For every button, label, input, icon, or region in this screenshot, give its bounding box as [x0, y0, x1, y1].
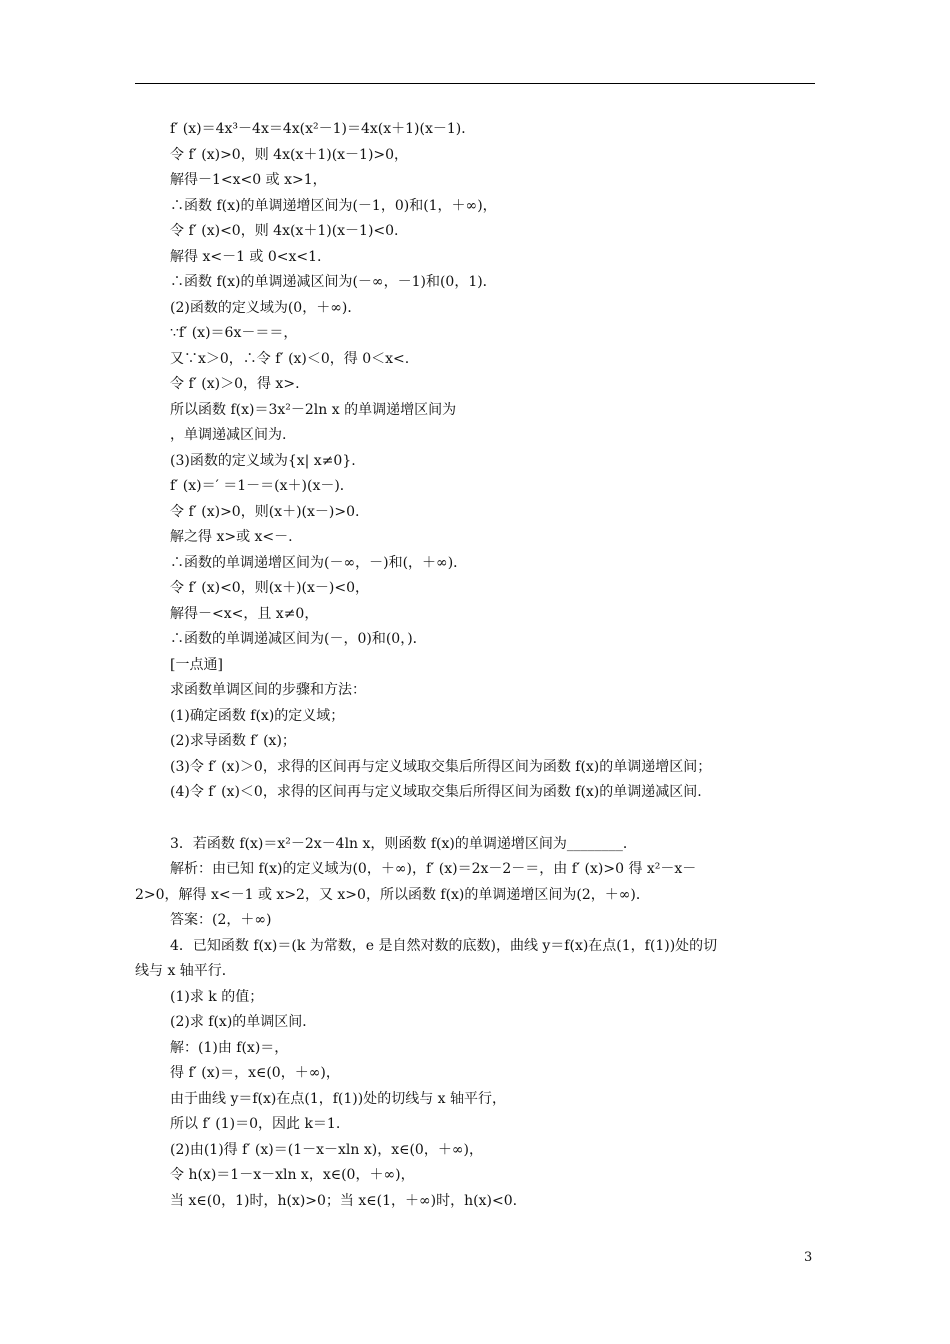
text-line: 线与 x 轴平行．: [135, 963, 236, 979]
text-line: 令 f′ (x)<0，则(x＋)(x－)<0，: [170, 580, 369, 596]
text-line: 令 f′ (x)>0，则(x＋)(x－)>0.: [170, 503, 360, 520]
text-line: 解：(1)由 f(x)＝，: [170, 1039, 289, 1056]
text-line: (1)求 k 的值；: [170, 988, 264, 1005]
page-content: [135, 117, 820, 1214]
text-line: (3)函数的定义域为{x| x≠0}.: [170, 452, 356, 469]
section-gap: [170, 806, 820, 832]
text-line: 解得 x<－1 或 0<x<1.: [170, 248, 322, 265]
text-line: 又∵x＞0，∴令 f′ (x)＜0，得 0＜x<.: [170, 350, 410, 367]
text-line: (4)令 f′ (x)＜0，求得的区间再与定义域取交集后所得区间为函数 f(x)的单调递减区间.: [170, 784, 702, 800]
text-line: 令 f′ (x)＞0，得 x>.: [170, 376, 300, 392]
text-line: 所以 f′ (1)＝0，因此 k＝1.: [170, 1116, 341, 1132]
text-line: f′ (x)＝4x³－4x＝4x(x²－1)＝4x(x＋1)(x－1)．: [170, 121, 476, 137]
exercise-block: [135, 832, 820, 1215]
text-line: ∵f′ (x)＝6x－＝＝，: [170, 325, 298, 341]
text-line: (3)令 f′ (x)＞0，求得的区间再与定义域取交集后所得区间为函数 f(x)的单调递增区间；: [170, 758, 712, 775]
text-line: 得 f′ (x)＝，x∈(0，＋∞)，: [170, 1065, 340, 1081]
text-line: 解得－<x<，且 x≠0，: [170, 605, 319, 622]
text-line: ∴函数的单调递增区间为(－∞，－)和(，＋∞)．: [170, 554, 468, 571]
text-line: ，单调递减区间为.: [170, 427, 287, 443]
text-line: 令 h(x)＝1－x－xln x，x∈(0，＋∞)，: [170, 1167, 415, 1183]
solution-block-1: [170, 117, 820, 806]
text-line: ∴函数 f(x)的单调递减区间为(－∞，－1)和(0，1)．: [170, 274, 497, 290]
page-number: 3: [804, 1250, 813, 1265]
text-line: (1)确定函数 f(x)的定义域；: [170, 707, 345, 724]
text-line: (2)求 f(x)的单调区间．: [170, 1014, 317, 1030]
tip-heading: [一点通]: [170, 656, 223, 673]
text-line: ∴函数 f(x)的单调递增区间为(－1，0)和(1，＋∞)，: [170, 197, 497, 214]
text-line: 解析：由已知 f(x)的定义域为(0，＋∞)，f′ (x)＝2x－2－＝，由 f′ (x)>0 得 x²－x－: [170, 861, 697, 877]
text-line: 解之得 x>或 x<－.: [170, 529, 293, 545]
text-line: (2)函数的定义域为(0，＋∞)．: [170, 299, 362, 316]
question-3: 3．若函数 f(x)＝x²－2x－4ln x，则函数 f(x)的单调递增区间为________．: [170, 835, 637, 852]
text-line: 2>0，解得 x<－1 或 x>2，又 x>0，所以函数 f(x)的单调递增区间为(2，＋∞)．: [135, 886, 650, 903]
text-line: 当 x∈(0，1)时，h(x)>0；当 x∈(1，＋∞)时，h(x)<0.: [170, 1192, 518, 1209]
text-line: f′ (x)＝′ ＝1－＝(x＋)(x－)．: [170, 478, 354, 494]
text-line: (2)由(1)得 f′ (x)＝(1－x－xln x)，x∈(0，＋∞)，: [170, 1141, 483, 1158]
text-line: ∴函数的单调递减区间为(－，0)和(0，)．: [170, 631, 427, 647]
text-line: 所以函数 f(x)＝3x²－2ln x 的单调递增区间为: [170, 401, 457, 418]
text-line: (2)求导函数 f′ (x)；: [170, 733, 296, 749]
text-line: 令 f′ (x)>0，则 4x(x＋1)(x－1)>0，: [170, 146, 409, 163]
text-line: 令 f′ (x)<0，则 4x(x＋1)(x－1)<0.: [170, 223, 399, 239]
question-4: 4．已知函数 f(x)＝(k 为常数，e 是自然对数的底数)，曲线 y＝f(x)在点(1，f(1))处的切: [170, 937, 718, 954]
text-line: 求函数单调区间的步骤和方法：: [170, 682, 366, 698]
answer-line: 答案：(2，＋∞): [170, 912, 272, 928]
text-line: 解得－1<x<0 或 x>1，: [170, 172, 327, 188]
header-rule: [135, 83, 815, 84]
text-line: 由于曲线 y＝f(x)在点(1，f(1))处的切线与 x 轴平行，: [170, 1090, 506, 1107]
